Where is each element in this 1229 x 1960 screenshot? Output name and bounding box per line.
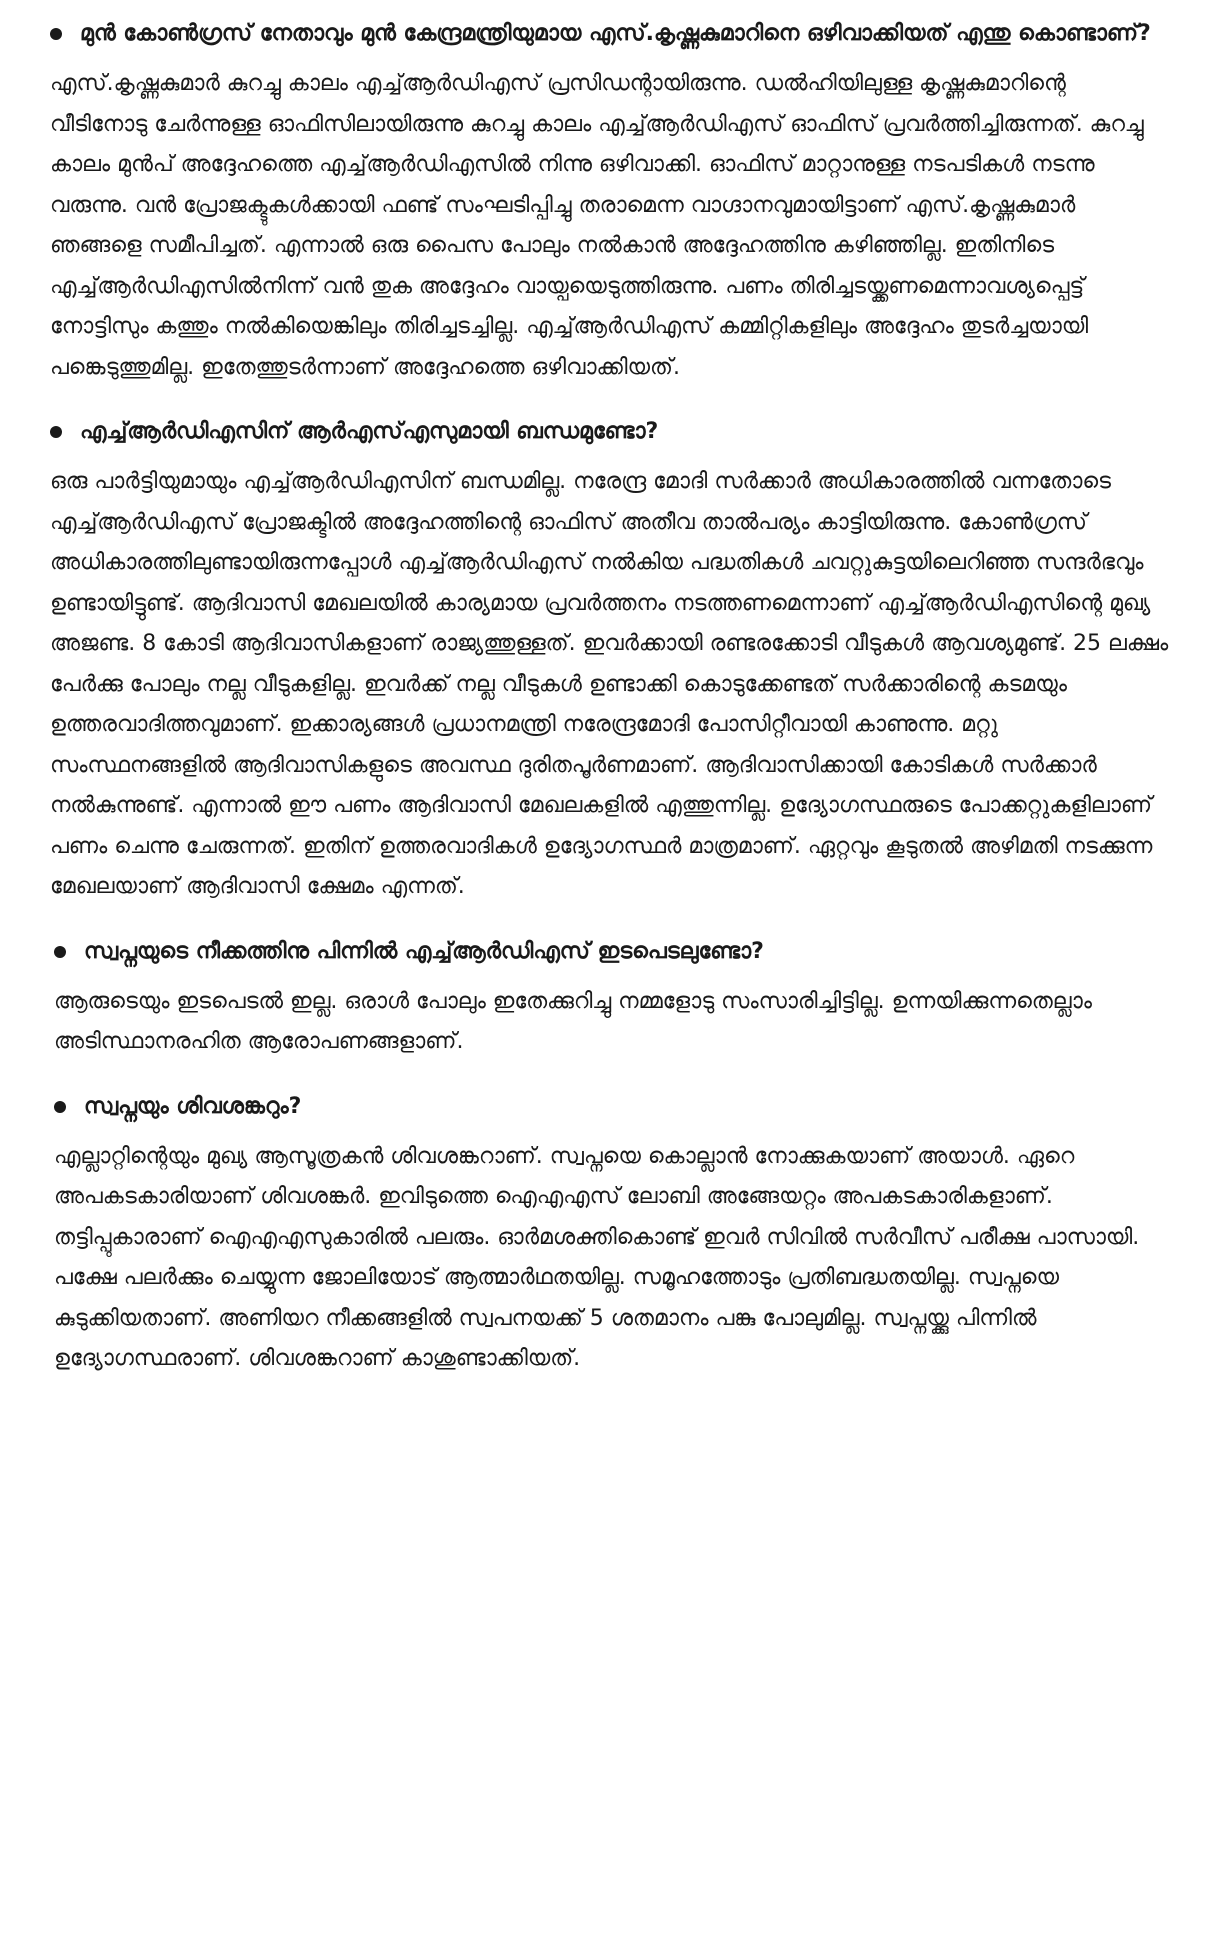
qa-section-1 [48, 14, 1169, 388]
question-text: എച്ച്ആർഡിഎസിന് ആർഎസ്എസുമായി ബന്ധമുണ്ടോ? [80, 419, 659, 444]
bullet-icon [54, 946, 66, 958]
bullet-icon [50, 28, 62, 40]
qa-section-3 [48, 932, 1169, 1063]
question-text: സ്വപ്നയും ശിവശങ്കറും? [84, 1093, 302, 1119]
bullet-icon [54, 1101, 66, 1113]
question-text: സ്വപ്നയുടെ നീക്കത്തിനു പിന്നിൽ എച്ച്ആർഡിഎസ് ഇടപെടലുണ്ടോ? [84, 938, 764, 964]
bullet-icon [50, 426, 62, 438]
answer-1: എസ്.കൃഷ്ണകുമാർ കുറച്ചു കാലം എച്ച്ആർഡിഎസ് പ്രസിഡന്റായിരുന്നു. ഡൽഹിയിലുള്ള കൃഷ്ണകുമാറിന്റെ വീടിനോടു ചേർന്നുള്ള ഓഫിസിലായിരുന്നു കുറച്ചു കാലം എച്ച്ആർഡിഎസ് ഓഫിസ് പ്രവർത്തിച്ചിരുന്നത്. കുറച്ചു കാലം മുൻപ് അദ്ദേഹത്തെ എച്ച്ആർഡിഎസിൽ നിന്നു ഒഴിവാക്കി. ഓഫിസ് മാറ്റാനുള്ള നടപടികൾ നടന്നു വരുന്നു. വൻ പ്രോജക്ടുകൾക്കായി ഫണ്ട് സംഘടിപ്പിച്ചു തരാമെന്ന വാഗ്ദാനവുമായിട്ടാണ് എസ്.കൃഷ്ണകുമാർ ഞങ്ങളെ സമീപിച്ചത്. എന്നാൽ ഒരു പൈസ പോലും നൽകാൻ അദ്ദേഹത്തിനു കഴിഞ്ഞില്ല. ഇതിനിടെ എച്ച്ആർഡിഎസിൽനിന്ന് വൻ തുക അദ്ദേഹം വായ്പയെടുത്തിരുന്നു. പണം തിരിച്ചടയ്ക്കണമെന്നാവശ്യപ്പെട്ട് നോട്ടിസും കത്തും നൽകിയെങ്കിലും തിരിച്ചടച്ചില്ല. എച്ച്ആർഡിഎസ് കമ്മിറ്റികളിലും അദ്ദേഹം തുടർച്ചയായി പങ്കെടുത്തുമില്ല. ഇതേത്തുടർന്നാണ് അദ്ദേഹത്തെ ഒഴിവാക്കിയത്. [50, 71, 1144, 380]
answer-3: ആരുടെയും ഇടപെടൽ ഇല്ല. ഒരാൾ പോലും ഇതേക്കുറിച്ചു നമ്മളോടു സംസാരിച്ചിട്ടില്ല. ഉന്നയിക്കുന്നതെല്ലാം അടിസ്ഥാനരഹിത ആരോപണങ്ങളാണ്. [54, 988, 1092, 1054]
answer-4: എല്ലാറ്റിന്റെയും മുഖ്യ ആസൂത്രകൻ ശിവശങ്കറാണ്. സ്വപ്നയെ കൊല്ലാൻ നോക്കുകയാണ് അയാൾ. ഏറെ അപകടകാരിയാണ് ശിവശങ്കർ. ഇവിടുത്തെ ഐഎഎസ് ലോബി അങ്ങേയറ്റം അപകടകാരികളാണ്. തട്ടിപ്പുകാരാണ് ഐഎഎസുകാരിൽ പലരും. ഓർമശക്തികൊണ്ട് ഇവർ സിവിൽ സർവീസ് പരീക്ഷ പാസായി. പക്ഷേ പലർക്കും ചെയ്യുന്ന ജോലിയോട് ആത്മാർഥതയില്ല. സമൂഹത്തോടും പ്രതിബദ്ധതയില്ല. സ്വപ്നയെ കുടുക്കിയതാണ്. അണിയറ നീക്കങ്ങളിൽ സ്വപനയക്ക് 5 ശതമാനം പങ്കു പോലുമില്ല. സ്വപ്നയ്ക്കു പിന്നിൽ ഉദ്യോഗസ്ഥരാണ്. ശിവശങ്കറാണ് കാശുണ്ടാക്കിയത്. [54, 1143, 1140, 1371]
qa-section-2 [48, 412, 1169, 908]
question-1 [48, 14, 1169, 54]
answer-2: ഒരു പാർട്ടിയുമായും എച്ച്ആർഡിഎസിന് ബന്ധമില്ല. നരേന്ദ്ര മോദി സർക്കാർ അധികാരത്തിൽ വന്നതോടെ എച്ച്ആർഡിഎസ് പ്രോജക്ടിൽ അദ്ദേഹത്തിന്റെ ഓഫിസ് അതീവ താൽപര്യം കാട്ടിയിരുന്നു. കോൺഗ്രസ് അധികാരത്തിലുണ്ടായിരുന്നപ്പോൾ എച്ച്ആർഡിഎസ് നൽകിയ പദ്ധതികൾ ചവറ്റുകുട്ടയിലെറിഞ്ഞ സന്ദർഭവും ഉണ്ടായിട്ടുണ്ട്. ആദിവാസി മേഖലയിൽ കാര്യമായ പ്രവർത്തനം നടത്തണമെന്നാണ് എച്ച്ആർഡിഎസിന്റെ മുഖ്യ അജണ്ട. 8 കോടി ആദിവാസികളാണ് രാജ്യത്തുള്ളത്. ഇവർക്കായി രണ്ടരക്കോടി വീടുകൾ ആവശ്യമുണ്ട്. 25 ലക്ഷം പേർക്കു പോലും നല്ല വീടുകളില്ല. ഇവർക്ക് നല്ല വീടുകൾ ഉണ്ടാക്കി കൊടുക്കേണ്ടത് സർക്കാരിന്റെ കടമയും ഉത്തരവാദിത്തവുമാണ്. ഇക്കാര്യങ്ങൾ പ്രധാനമന്ത്രി നരേന്ദ്രമോദി പോസിറ്റീവായി കാണുന്നു. മറ്റു സംസ്ഥനങ്ങളിൽ ആദിവാസികളുടെ അവസ്ഥ ദുരിതപൂർണമാണ്. ആദിവാസിക്കായി കോടികൾ സർക്കാർ നൽകുന്നുണ്ട്. എന്നാൽ ഈ പണം ആദിവാസി മേഖലകളിൽ എത്തുന്നില്ല. ഉദ്യോഗസ്ഥരുടെ പോക്കറ്റുകളിലാണ് പണം ചെന്നു ചേരുന്നത്. ഇതിന് ഉത്തരവാദികൾ ഉദ്യോഗസ്ഥർ മാത്രമാണ്. ഏറ്റവും കൂടുതൽ അഴിമതി നടക്കുന്ന മേഖലയാണ് ആദിവാസി ക്ഷേമം എന്നത്. [50, 469, 1169, 899]
question-text: മുൻ കോൺഗ്രസ് നേതാവും മുൻ കേന്ദ്രമന്ത്രിയുമായ എസ്.കൃഷ്ണകുമാറിനെ ഒഴിവാക്കിയത് എന്തു കൊണ്ടാണ്? [80, 21, 1151, 46]
question-3 [52, 932, 1169, 972]
qa-section-4 [48, 1087, 1169, 1380]
question-2 [48, 412, 1169, 452]
question-4 [52, 1087, 1169, 1127]
